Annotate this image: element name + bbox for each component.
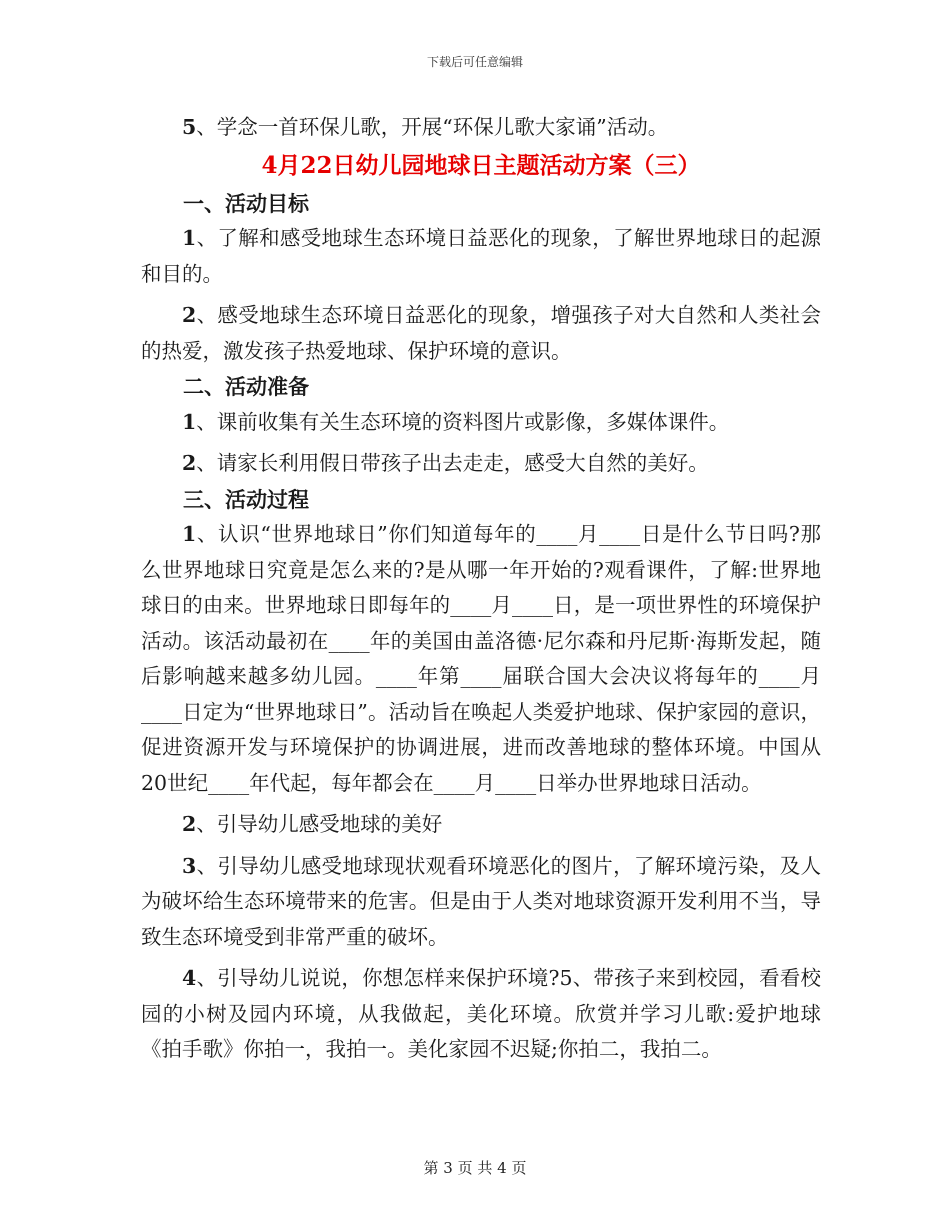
paragraph-text: 、引导幼儿感受地球现状观看环境恶化的图片，了解环境污染，及人为破坏给生态环境带来的危害。但是由于人类对地球资源开发利用不当，导致生态环境受到非常严重的破坏。 (141, 853, 821, 949)
prep-item-1 (141, 405, 821, 441)
paragraph-text: 、引导幼儿说说，你想怎样来保护环境?5、带孩子来到校园，看看校园的小树及园内环境，从我做起，美化环境。欣赏并学习儿歌:爱护地球《拍手歌》你拍一，我拍一。美化家园不迟疑;你拍二，我拍二。 (141, 966, 821, 1061)
process-item-3 (141, 849, 821, 956)
paragraph-text: 、请家长利用假日带孩子出去走走，感受大自然的美好。 (196, 451, 709, 475)
paragraph-item-5-songs (141, 110, 821, 146)
paragraph-text: 、引导幼儿感受地球的美好 (196, 812, 443, 836)
item-number: 1 (182, 522, 197, 546)
item-number: 2 (182, 451, 197, 475)
item-number: 3 (182, 853, 197, 878)
process-item-1 (141, 517, 821, 801)
item-number: 1 (182, 409, 197, 434)
goal-item-2 (141, 298, 821, 369)
paragraph-text: 、学念一首环保儿歌，开展“环保儿歌大家诵”活动。 (196, 115, 669, 139)
item-number: 1 (182, 226, 197, 250)
document-title: 4月22日幼儿园地球日主题活动方案（三） (261, 151, 701, 179)
section-heading-preparation: 二、活动准备 (183, 374, 309, 399)
process-item-2 (141, 807, 821, 843)
paragraph-text: 、认识“世界地球日”你们知道每年的____月____日是什么节日吗?那么世界地球日究竟是怎么来的?是从哪一年开始的?观看课件，了解:世界地球日的由来。世界地球日即每年的____月____日，是一项世界性的环境保护活动。该活动最初在____年的美国由盖洛德·尼尔森和丹尼斯·海斯发起，随后影响越来越多幼儿园。____年第____届联合国大会决议将每年的____月____日定为“世界地球日”。活动旨在唤起人类爱护地球、保护家园的意识，促进资源开发与环境保护的协调进展，进而改善地球的整体环境。中国从20世纪____年代起，每年都会在____月____日举办世界地球日活动。 (141, 522, 821, 795)
process-item-4 (141, 961, 821, 1068)
prep-item-2 (141, 446, 821, 482)
goal-item-1 (141, 221, 821, 292)
item-number: 2 (182, 303, 197, 327)
page-footer: 第 3 页 共 4 页 (423, 1159, 527, 1177)
document-body (141, 110, 821, 1068)
paragraph-text: 、感受地球生态环境日益恶化的现象，增强孩子对大自然和人类社会的热爱，激发孩子热爱地球、保护环境的意识。 (141, 303, 821, 363)
page-header: 下载后可任意编辑 (426, 55, 523, 69)
item-number: 4 (182, 966, 197, 990)
item-number: 2 (182, 812, 197, 836)
section-heading-goals: 一、活动目标 (183, 190, 309, 216)
paragraph-text: 、了解和感受地球生态环境日益恶化的现象，了解世界地球日的起源和目的。 (141, 226, 821, 286)
paragraph-text: 、课前收集有关生态环境的资料图片或影像，多媒体课件。 (196, 409, 730, 434)
item-number: 5 (182, 115, 197, 139)
section-heading-process: 三、活动过程 (183, 486, 309, 512)
